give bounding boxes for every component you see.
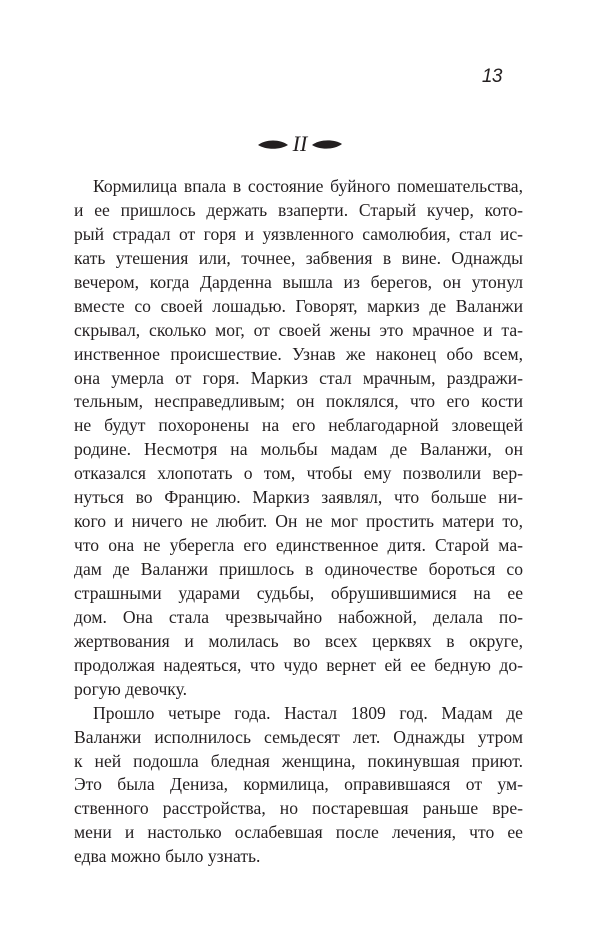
text-line: к ней подошла бледная женщина, покинувшая приют. xyxy=(74,750,523,771)
text-line: Прошло четыре года. Настал 1809 год. Мадам де xyxy=(93,702,523,723)
text-line: ственного расстройства, но постаревшая раньше вре- xyxy=(74,798,523,819)
text-line: нуться во Францию. Маркиз заявлял, что больше ни- xyxy=(74,487,523,508)
chapter-heading xyxy=(0,128,600,158)
text-line: рый страдал от горя и уязвленного самолюбия, стал ис- xyxy=(74,223,523,244)
text-line: скрывал, сколько мог, от своей жены это мрачное и та- xyxy=(74,319,523,340)
page-number: 13 xyxy=(481,66,502,87)
text-line: что она не уберегла его единственное дитя. Старой ма- xyxy=(74,535,523,556)
text-line: кого и ничего не любит. Он не мог простить матери то, xyxy=(74,511,523,532)
text-line: и ее пришлось держать взаперти. Старый кучер, кото- xyxy=(74,199,523,220)
right-leaf-ornament-icon xyxy=(312,140,342,148)
text-line: Кормилица впала в состояние буйного помешательства, xyxy=(93,176,523,196)
text-line: она умерла от горя. Маркиз стал мрачным, раздражи- xyxy=(74,367,523,388)
text-line: тельным, несправедливым; он поклялся, что его кости xyxy=(74,391,523,412)
paragraph xyxy=(74,175,523,702)
text-line: отказался хлопотать о том, чтобы ему позволили вер- xyxy=(74,463,523,484)
text-line: Это была Дениза, кормилица, оправившаяся от ум- xyxy=(74,774,523,795)
text-line: продолжая надеяться, что чудо вернет ей ее бедную до- xyxy=(74,654,523,675)
text-line: дом. Она стала чрезвычайно набожной, делала по- xyxy=(74,606,523,627)
text-line: страшными ударами судьбы, обрушившимися на ее xyxy=(74,582,523,603)
text-line: инственное происшествие. Узнав же наконец обо всем, xyxy=(74,343,523,364)
text-line: родине. Несмотря на мольбы мадам де Валанжи, он xyxy=(74,439,523,460)
text-line: кать утешения или, точнее, забвения в вине. Однажды xyxy=(74,247,523,268)
text-line: едва можно было узнать. xyxy=(74,846,261,867)
text-line: не будут похоронены на его неблагодарной зловещей xyxy=(74,415,523,436)
text-line: дам де Валанжи пришлось в одиночестве бороться со xyxy=(74,559,523,579)
chapter-ornament xyxy=(254,130,346,156)
chapter-numeral: II xyxy=(292,131,308,156)
text-line: вместе со своей лошадью. Говорят, маркиз де Валанжи xyxy=(74,295,523,316)
text-line: жертвования и молилась во всех церквях в округе, xyxy=(74,630,523,651)
left-leaf-ornament-icon xyxy=(258,141,288,149)
text-line: мени и настолько ослабевшая после лечения, что ее xyxy=(74,822,523,843)
body-text xyxy=(74,175,523,869)
text-line: вечером, когда Дарденна вышла из берегов, он утонул xyxy=(74,271,523,292)
text-line: Валанжи исполнилось семьдесят лет. Однажды утром xyxy=(74,726,523,747)
paragraph xyxy=(74,702,523,870)
text-line: рогую девочку. xyxy=(74,678,188,699)
